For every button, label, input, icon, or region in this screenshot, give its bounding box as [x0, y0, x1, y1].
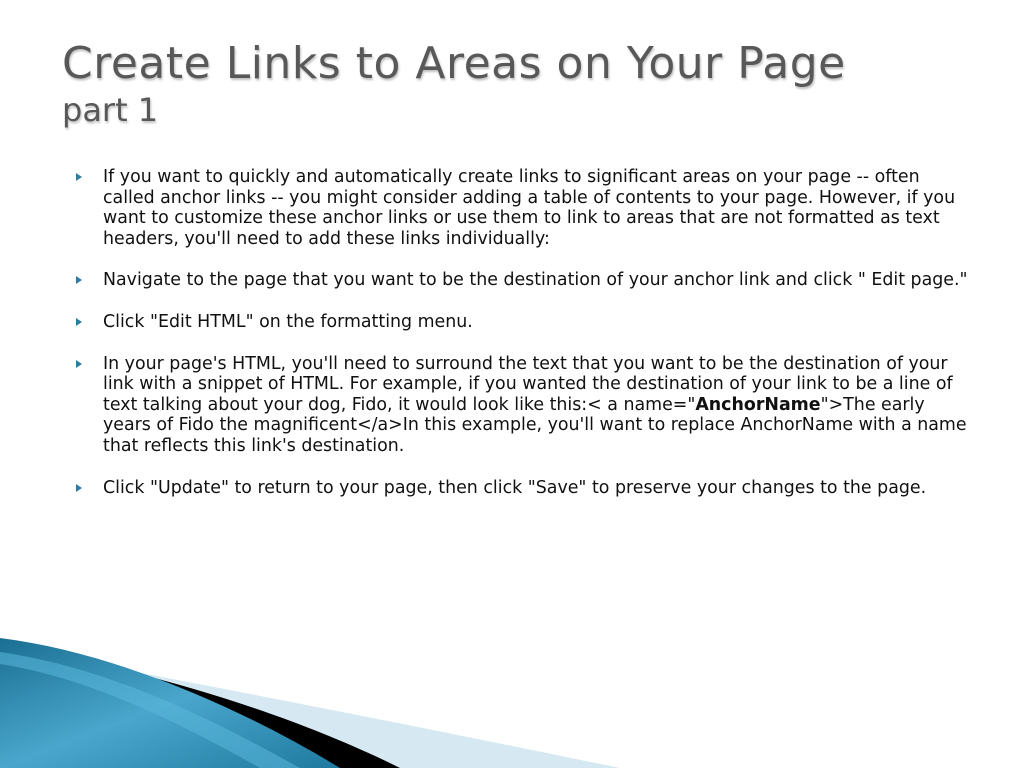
- triangle-right-icon: [76, 173, 82, 181]
- bullet-item-update-save: [74, 478, 974, 499]
- triangle-right-icon: [76, 360, 82, 368]
- slide-subtitle: part 1: [62, 91, 159, 129]
- decorative-wave: [0, 638, 1024, 768]
- wave-highlight: [0, 652, 300, 768]
- bullet-item-navigate: [74, 270, 974, 291]
- triangle-right-icon: [76, 276, 82, 284]
- bullet-text-pre: In your page's HTML, you'll need to surround the text that you want to be the destination of your link with a snippet of HTML. For example, if you wanted the destination of your link to be a line of text talking about your dog, Fido, it would look like this:< a name=": [103, 353, 953, 415]
- bullet-text: Navigate to the page that you want to be the destination of your anchor link and click " Edit page.": [103, 270, 968, 291]
- triangle-right-icon: [76, 484, 82, 492]
- bullet-text-bold: AnchorName: [695, 394, 821, 415]
- bullet-item-edit-html: [74, 312, 974, 333]
- bullet-text-post: ">The early years of Fido the magnificent</a>In this example, you'll want to replace AnchorName with a name that reflects this link's destination.: [103, 394, 967, 456]
- bullet-text: Click "Update" to return to your page, then click "Save" to preserve your changes to the page.: [103, 477, 927, 498]
- triangle-right-icon: [76, 318, 82, 326]
- wave-blue-band: [0, 638, 340, 768]
- slide-title-block: [62, 36, 1002, 128]
- bullet-text: Click "Edit HTML" on the formatting menu.: [103, 311, 473, 332]
- bullet-text: If you want to quickly and automatically create links to significant areas on your page -- often called anchor links -- you might consider adding a table of contents to your page. However, if you want to customize these anchor links or use them to link to areas that are not formatted as text headers, you'll need to add these links individually:: [103, 167, 956, 249]
- bullet-item-intro: [74, 167, 974, 249]
- wave-black-band: [0, 646, 400, 768]
- slide-title: Create Links to Areas on Your Page: [62, 38, 846, 89]
- bullet-item-html-snippet: [74, 354, 974, 457]
- wave-pale-band: [50, 656, 620, 768]
- bullet-list: [74, 167, 974, 519]
